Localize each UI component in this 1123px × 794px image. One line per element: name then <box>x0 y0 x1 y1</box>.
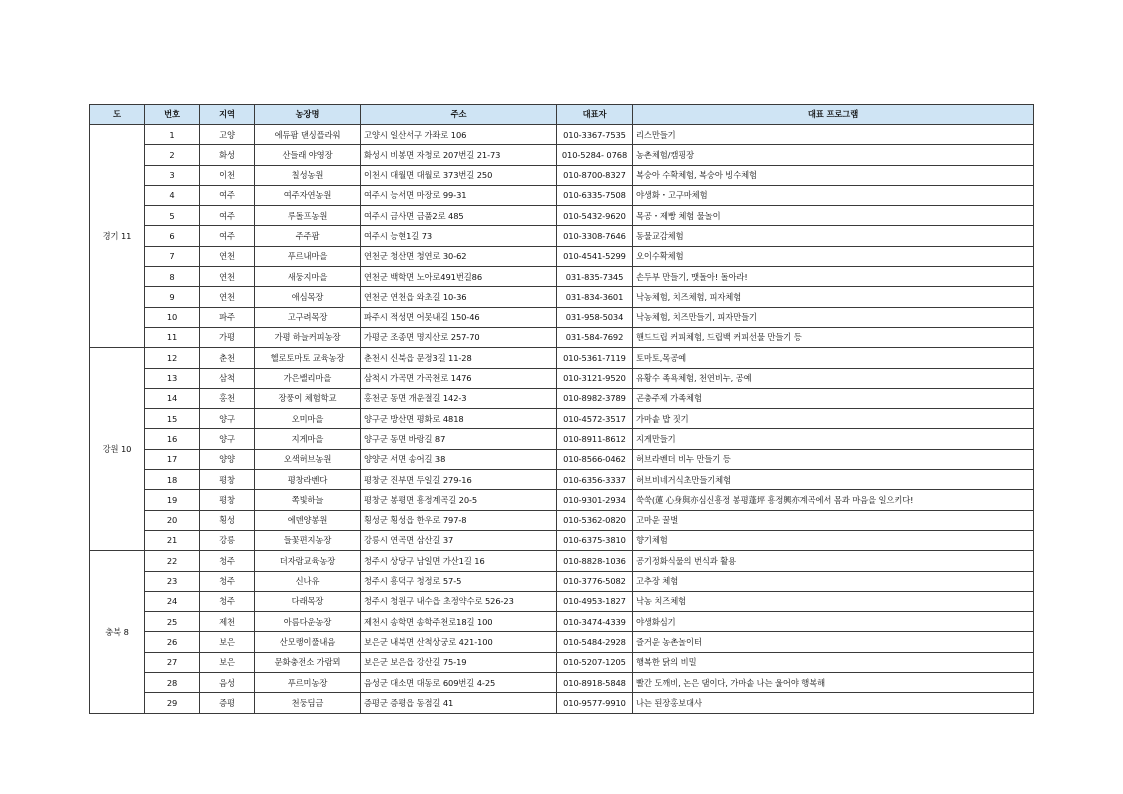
row-number: 5 <box>145 206 200 226</box>
table-row <box>90 327 1034 347</box>
row-farm-name: 고구려목장 <box>255 307 361 327</box>
row-address: 홍천군 동면 개운절길 142-3 <box>361 388 557 408</box>
row-phone: 010-8918-5848 <box>557 673 633 693</box>
row-program: 손두부 만들기, 맷돌아! 돌아라! <box>633 267 1034 287</box>
row-area: 강릉 <box>200 530 255 550</box>
table-row <box>90 206 1034 226</box>
row-address: 여주시 능서면 마장로 99-31 <box>361 185 557 205</box>
row-area: 연천 <box>200 287 255 307</box>
row-address: 춘천시 신북읍 문정3길 11-28 <box>361 348 557 368</box>
table-row <box>90 246 1034 266</box>
row-address: 파주시 적성면 어못내길 150-46 <box>361 307 557 327</box>
header-row <box>90 105 1034 125</box>
table-row <box>90 612 1034 632</box>
row-address: 보은군 보은읍 강산길 75-19 <box>361 652 557 672</box>
row-program: 복숭아 수확체험, 복숭아 빙수체험 <box>633 165 1034 185</box>
row-phone: 010-5432-9620 <box>557 206 633 226</box>
row-phone: 010-3367-7535 <box>557 125 633 145</box>
row-area: 파주 <box>200 307 255 327</box>
row-area: 가평 <box>200 327 255 347</box>
row-area: 청주 <box>200 551 255 571</box>
row-farm-name: 신나유 <box>255 571 361 591</box>
row-area: 증평 <box>200 693 255 713</box>
row-farm-name: 아름다운농장 <box>255 612 361 632</box>
row-area: 제천 <box>200 612 255 632</box>
table-row <box>90 145 1034 165</box>
row-farm-name: 여주자연농원 <box>255 185 361 205</box>
row-program: 빨간 도깨비, 논은 댐이다, 가마솥 나는 울어야 행복해 <box>633 673 1034 693</box>
row-area: 춘천 <box>200 348 255 368</box>
row-program: 고마운 꿀벌 <box>633 510 1034 530</box>
row-phone: 010-4541-5299 <box>557 246 633 266</box>
row-farm-name: 루돌프농원 <box>255 206 361 226</box>
table-row <box>90 551 1034 571</box>
row-farm-name: 가은밸리마을 <box>255 368 361 388</box>
table-body <box>90 125 1034 714</box>
row-area: 고양 <box>200 125 255 145</box>
row-phone: 010-5361-7119 <box>557 348 633 368</box>
table-row <box>90 307 1034 327</box>
row-phone: 010-8982-3789 <box>557 388 633 408</box>
row-address: 여주시 금사면 금품2로 485 <box>361 206 557 226</box>
row-phone: 010-9301-2934 <box>557 490 633 510</box>
row-farm-name: 칠성농원 <box>255 165 361 185</box>
table-row <box>90 125 1034 145</box>
row-phone: 031-958-5034 <box>557 307 633 327</box>
row-phone: 010-9577-9910 <box>557 693 633 713</box>
row-area: 양구 <box>200 409 255 429</box>
table-row <box>90 530 1034 550</box>
row-farm-name: 가평 하늘커피농장 <box>255 327 361 347</box>
row-farm-name: 산들래 야영장 <box>255 145 361 165</box>
row-program: 향기체험 <box>633 530 1034 550</box>
row-phone: 010-5362-0820 <box>557 510 633 530</box>
row-address: 청주시 흥덕구 청정로 57-5 <box>361 571 557 591</box>
row-program: 토마토,목공예 <box>633 348 1034 368</box>
row-phone: 010-8828-1036 <box>557 551 633 571</box>
row-number: 11 <box>145 327 200 347</box>
row-phone: 010-5484-2928 <box>557 632 633 652</box>
row-address: 강릉시 연곡면 삼산길 37 <box>361 530 557 550</box>
row-number: 6 <box>145 226 200 246</box>
row-program: 공기정화식물의 번식과 활용 <box>633 551 1034 571</box>
row-phone: 010-4953-1827 <box>557 591 633 611</box>
row-farm-name: 오색허브농원 <box>255 449 361 469</box>
row-address: 제천시 송학면 송학주천로18길 100 <box>361 612 557 632</box>
row-farm-name: 들꽃편지농장 <box>255 530 361 550</box>
row-farm-name: 장풍이 체험학교 <box>255 388 361 408</box>
province-cell: 강원 10 <box>90 348 145 551</box>
row-phone: 010-8700-8327 <box>557 165 633 185</box>
row-number: 22 <box>145 551 200 571</box>
header-area: 지역 <box>200 105 255 125</box>
row-program: 낙농체험, 치즈체험, 피자체험 <box>633 287 1034 307</box>
table-row <box>90 510 1034 530</box>
row-number: 16 <box>145 429 200 449</box>
row-phone: 010-3308-7646 <box>557 226 633 246</box>
row-program: 허브라벤더 비누 만들기 등 <box>633 449 1034 469</box>
table-row <box>90 673 1034 693</box>
row-area: 평창 <box>200 470 255 490</box>
header-representative: 대표자 <box>557 105 633 125</box>
row-farm-name: 애심목장 <box>255 287 361 307</box>
row-phone: 031-834-3601 <box>557 287 633 307</box>
row-area: 보은 <box>200 652 255 672</box>
row-farm-name: 오미마을 <box>255 409 361 429</box>
row-farm-name: 새둥지마을 <box>255 267 361 287</box>
row-address: 연천군 백학면 노아로491번길86 <box>361 267 557 287</box>
row-phone: 010-5207-1205 <box>557 652 633 672</box>
table-row <box>90 185 1034 205</box>
table-row <box>90 693 1034 713</box>
row-address: 연천군 청산면 청연로 30-62 <box>361 246 557 266</box>
row-farm-name: 푸르내마을 <box>255 246 361 266</box>
row-address: 연천군 연천읍 와초길 10-36 <box>361 287 557 307</box>
row-area: 연천 <box>200 267 255 287</box>
row-number: 1 <box>145 125 200 145</box>
row-area: 여주 <box>200 185 255 205</box>
row-farm-name: 문화충전소 가람뫼 <box>255 652 361 672</box>
table-row <box>90 267 1034 287</box>
row-program: 고추장 체험 <box>633 571 1034 591</box>
row-address: 평창군 봉평면 흥정계곡길 20-5 <box>361 490 557 510</box>
province-cell: 충북 8 <box>90 551 145 713</box>
row-area: 홍천 <box>200 388 255 408</box>
row-area: 삼척 <box>200 368 255 388</box>
row-farm-name: 헬로토마토 교육농장 <box>255 348 361 368</box>
row-area: 횡성 <box>200 510 255 530</box>
header-province: 도 <box>90 105 145 125</box>
row-number: 10 <box>145 307 200 327</box>
row-phone: 010-3121-9520 <box>557 368 633 388</box>
row-phone: 010-6335-7508 <box>557 185 633 205</box>
row-program: 가마솥 밥 짓기 <box>633 409 1034 429</box>
row-number: 13 <box>145 368 200 388</box>
row-area: 양구 <box>200 429 255 449</box>
header-number: 번호 <box>145 105 200 125</box>
table-row <box>90 490 1034 510</box>
header-farm-name: 농장명 <box>255 105 361 125</box>
row-program: 허브비네거식초만들기체험 <box>633 470 1034 490</box>
row-area: 평창 <box>200 490 255 510</box>
table-row <box>90 591 1034 611</box>
row-number: 4 <box>145 185 200 205</box>
row-address: 평창군 진부면 두일길 279-16 <box>361 470 557 490</box>
row-number: 23 <box>145 571 200 591</box>
row-farm-name: 평창라벤다 <box>255 470 361 490</box>
row-number: 25 <box>145 612 200 632</box>
row-number: 21 <box>145 530 200 550</box>
row-program: 지게만들기 <box>633 429 1034 449</box>
row-farm-name: 다래목장 <box>255 591 361 611</box>
row-program: 유황수 족욕체험, 천연비누, 공예 <box>633 368 1034 388</box>
table-row <box>90 652 1034 672</box>
row-area: 연천 <box>200 246 255 266</box>
row-number: 20 <box>145 510 200 530</box>
row-program: 곤충주제 가족체험 <box>633 388 1034 408</box>
row-address: 청주시 상당구 남일면 가산1길 16 <box>361 551 557 571</box>
row-area: 보은 <box>200 632 255 652</box>
row-phone: 010-6375-3810 <box>557 530 633 550</box>
row-phone: 010-8911-8612 <box>557 429 633 449</box>
row-farm-name: 주주팜 <box>255 226 361 246</box>
row-address: 횡성군 횡성읍 한우로 797-8 <box>361 510 557 530</box>
row-program: 나는 된장홍보대사 <box>633 693 1034 713</box>
row-number: 26 <box>145 632 200 652</box>
row-address: 고양시 일산서구 가좌로 106 <box>361 125 557 145</box>
row-farm-name: 쪽빛하늘 <box>255 490 361 510</box>
table-row <box>90 429 1034 449</box>
row-number: 3 <box>145 165 200 185</box>
row-program: 목공・제빵 체험 물놀이 <box>633 206 1034 226</box>
row-area: 양양 <box>200 449 255 469</box>
province-cell: 경기 11 <box>90 125 145 348</box>
row-number: 28 <box>145 673 200 693</box>
row-farm-name: 지게마을 <box>255 429 361 449</box>
row-program: 즐거운 농촌놀이터 <box>633 632 1034 652</box>
row-address: 화성시 비봉면 자청로 207번길 21-73 <box>361 145 557 165</box>
row-address: 여주시 능현1길 73 <box>361 226 557 246</box>
row-farm-name: 에듀팜 댄싱플라워 <box>255 125 361 145</box>
row-phone: 010-3474-4339 <box>557 612 633 632</box>
table-row <box>90 165 1034 185</box>
row-program: 낙농 치즈체험 <box>633 591 1034 611</box>
row-area: 여주 <box>200 226 255 246</box>
row-address: 양양군 서면 송어길 38 <box>361 449 557 469</box>
row-address: 가평군 조종면 명지산로 257-70 <box>361 327 557 347</box>
row-phone: 010-3776-5082 <box>557 571 633 591</box>
table-row <box>90 348 1034 368</box>
row-number: 15 <box>145 409 200 429</box>
row-address: 삼척시 가곡면 가곡천로 1476 <box>361 368 557 388</box>
row-number: 9 <box>145 287 200 307</box>
row-address: 이천시 대월면 대월로 373번길 250 <box>361 165 557 185</box>
row-address: 음성군 대소면 대동로 609번길 4-25 <box>361 673 557 693</box>
row-program: 야생화・고구마체험 <box>633 185 1034 205</box>
table-row <box>90 449 1034 469</box>
row-number: 27 <box>145 652 200 672</box>
row-program: 동물교감체험 <box>633 226 1034 246</box>
row-number: 17 <box>145 449 200 469</box>
row-area: 음성 <box>200 673 255 693</box>
row-number: 14 <box>145 388 200 408</box>
row-address: 양구군 동면 바랑길 87 <box>361 429 557 449</box>
table-header <box>90 105 1034 125</box>
row-number: 29 <box>145 693 200 713</box>
table-row <box>90 409 1034 429</box>
row-area: 청주 <box>200 591 255 611</box>
row-address: 증평군 증평읍 동점길 41 <box>361 693 557 713</box>
table-row <box>90 287 1034 307</box>
row-number: 7 <box>145 246 200 266</box>
row-farm-name: 산모랭이풀내음 <box>255 632 361 652</box>
row-number: 24 <box>145 591 200 611</box>
farm-list-table <box>89 104 1034 714</box>
row-number: 2 <box>145 145 200 165</box>
row-phone: 031-835-7345 <box>557 267 633 287</box>
row-program: 리스만들기 <box>633 125 1034 145</box>
table-row <box>90 632 1034 652</box>
table-row <box>90 388 1034 408</box>
row-program: 행복한 닭의 비밀 <box>633 652 1034 672</box>
row-program: 낙농체험, 치즈만들기, 피자만들기 <box>633 307 1034 327</box>
row-phone: 031-584-7692 <box>557 327 633 347</box>
row-area: 화성 <box>200 145 255 165</box>
row-phone: 010-6356-3337 <box>557 470 633 490</box>
table-row <box>90 470 1034 490</box>
row-program: 오이수확체험 <box>633 246 1034 266</box>
row-program: 농촌체험/캠핑장 <box>633 145 1034 165</box>
row-farm-name: 에덴양봉원 <box>255 510 361 530</box>
row-farm-name: 푸르미농장 <box>255 673 361 693</box>
row-area: 청주 <box>200 571 255 591</box>
row-program: 핸드드립 커피체험, 드립백 커피선물 만들기 등 <box>633 327 1034 347</box>
row-address: 청주시 청원구 내수읍 초정약수로 526-23 <box>361 591 557 611</box>
row-farm-name: 천둥딤금 <box>255 693 361 713</box>
row-address: 양구군 방산면 평화로 4818 <box>361 409 557 429</box>
table-row <box>90 571 1034 591</box>
row-program: 쑥쑥(蓮 心身與亦심신흥정 봉평蓬坪 흥정興亦계곡에서 몸과 마음을 일으키다! <box>633 490 1034 510</box>
row-number: 18 <box>145 470 200 490</box>
row-address: 보은군 내북면 산척상궁로 421-100 <box>361 632 557 652</box>
row-number: 8 <box>145 267 200 287</box>
row-phone: 010-4572-3517 <box>557 409 633 429</box>
row-phone: 010-5284- 0768 <box>557 145 633 165</box>
row-area: 여주 <box>200 206 255 226</box>
table-row <box>90 368 1034 388</box>
row-phone: 010-8566-0462 <box>557 449 633 469</box>
row-farm-name: 더자람교육농장 <box>255 551 361 571</box>
row-area: 이천 <box>200 165 255 185</box>
row-program: 야생화심기 <box>633 612 1034 632</box>
header-address: 주소 <box>361 105 557 125</box>
table-row <box>90 226 1034 246</box>
row-number: 12 <box>145 348 200 368</box>
row-number: 19 <box>145 490 200 510</box>
header-program: 대표 프로그램 <box>633 105 1034 125</box>
